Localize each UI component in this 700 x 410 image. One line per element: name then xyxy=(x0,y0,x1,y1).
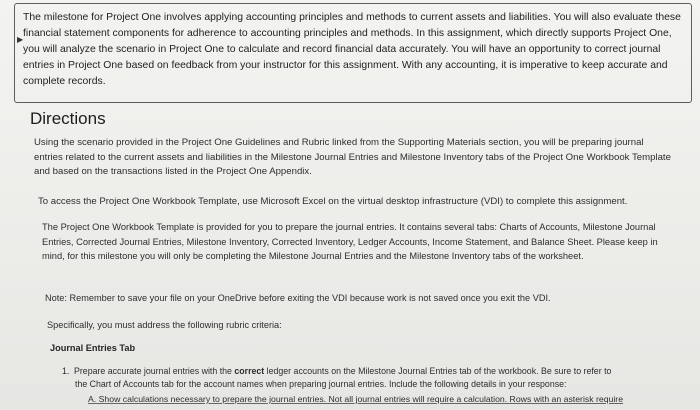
note-paragraph: Note: Remember to save your file on your OneDrive before exiting the VDI because work is not saved once you exit the VDI. xyxy=(45,293,551,303)
list-item-text-start: Prepare accurate journal entries with the xyxy=(74,366,235,376)
list-item-bold-text: correct xyxy=(234,366,265,376)
intro-callout-box xyxy=(14,3,692,103)
rubric-intro-paragraph: Specifically, you must address the following rubric criteria: xyxy=(47,320,282,330)
list-item xyxy=(62,365,662,391)
directions-paragraph-1: Using the scenario provided in the Project One Guidelines and Rubric linked from the Supporting Materials section, you will be preparing journal entries related to the current assets and liabilities in the Milestone Journal Entries and Milestone Inventory tabs of the Project One Workbook Template and based on the transactions listed in the Project One Appendix. xyxy=(34,137,671,177)
list-subitem-a: A. Show calculations necessary to prepare the journal entries. Not all journal entries will require a calculation. Rows with an asterisk require xyxy=(88,394,624,404)
directions-heading: Directions xyxy=(30,109,106,128)
list-item-text-end: ledger accounts on the Milestone Journal Entries tab of the workbook. Be sure to refer to xyxy=(264,366,612,376)
journal-entries-tab-subheading: Journal Entries Tab xyxy=(50,343,136,353)
directions-paragraph-2: To access the Project One Workbook Template, use Microsoft Excel on the virtual desktop infrastructure (VDI) to complete this assignment. xyxy=(38,196,628,207)
collapse-caret-icon[interactable]: ▶ xyxy=(17,35,24,44)
directions-paragraph-3: The Project One Workbook Template is provided for you to prepare the journal entries. It contains several tabs: Charts of Accounts, Milestone Journal Entries, Corrected Journal Entries, Milestone Inventory, Corrected Inventory, Ledger Accounts, Income Statement, and Balance Sheet. Please keep in mind, for this milestone you will only be completing the Milestone Journal Entries and the Milestone Inventory tabs of the worksheet. xyxy=(42,222,658,261)
list-item-number: 1. xyxy=(62,366,70,376)
list-item-line-2: the Chart of Accounts tab for the account names when preparing journal entries. Include the following details in your response: xyxy=(75,379,567,389)
intro-paragraph: The milestone for Project One involves applying accounting principles and methods to current assets and liabilities. You will also evaluate these financial statement components for adherence to accounting principles and methods. In this assignment, which directly supports Project One, you will analyze the scenario in Project One to calculate and record financial data accurately. You will have an opportunity to correct journal entries in Project One based on feedback from your instructor for this assignment. With any accounting, it is imperative to keep accurate and complete records. xyxy=(23,12,681,87)
